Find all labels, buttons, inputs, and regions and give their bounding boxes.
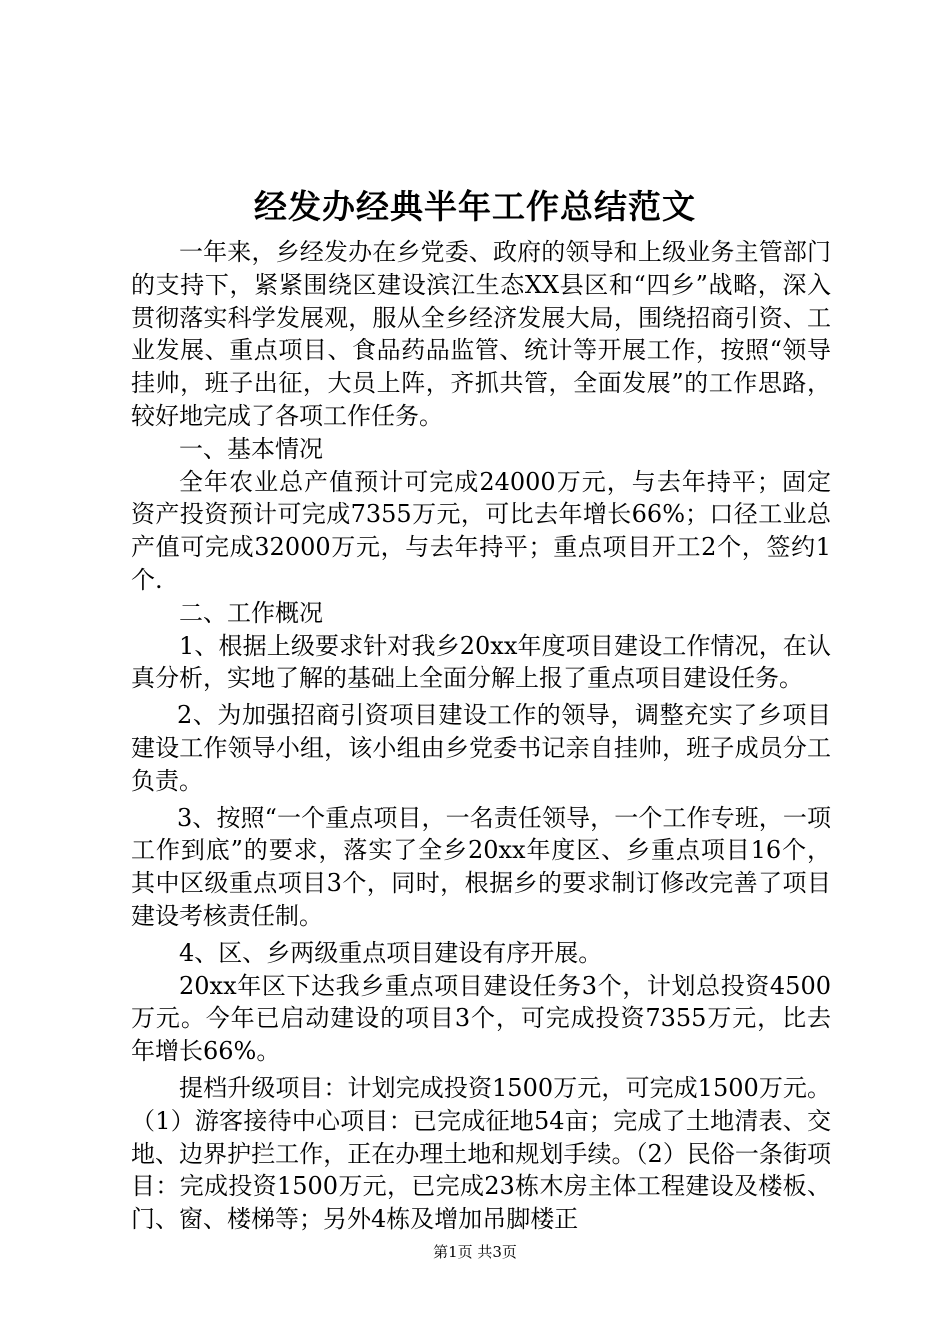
paragraph-upgrade-projects: 提档升级项目：计划完成投资1500万元，可完成1500万元。（1）游客接待中心项目：已完成征地54亩；完成了土地清表、交地、边界护拦工作，正在办理土地和规划手续。（2）民俗一条街项目：完成投资1500万元，已完成23栋木房主体工程建设及楼板、门、窗、楼梯等；另外4栋及增加吊脚楼正 (131, 1073, 831, 1234)
document-title: 经发办经典半年工作总结范文 (254, 187, 696, 226)
section-heading-basic: 一、基本情况 (179, 434, 323, 463)
paragraph-item-3: 3、按照“一个重点项目，一名责任领导，一个工作专班，一项工作到底”的要求，落实了全乡20xx年度区、乡重点项目16个，其中区级重点项目3个，同时，根据乡的要求制订修改完善了项目建设考核责任制。 (131, 803, 831, 930)
paragraph-item-4: 4、区、乡两级重点项目建设有序开展。 (179, 938, 603, 967)
paragraph-item-2: 2、为加强招商引资项目建设工作的领导，调整充实了乡项目建设工作领导小组，该小组由乡党委书记亲自挂帅，班子成员分工负责。 (131, 701, 831, 795)
paragraph-basic-figures: 全年农业总产值预计可完成24000万元，与去年持平；固定资产投资预计可完成7355万元，可比去年增长66%；口径工业总产值可完成32000万元，与去年持平；重点项目开工2个，签约1个. (131, 467, 831, 594)
page-footer: 第1页 共3页 (433, 1243, 517, 1261)
document-body (131, 236, 831, 1236)
paragraph-intro: 一年来，乡经发办在乡党委、政府的领导和上级业务主管部门的支持下，紧紧围绕区建设滨江生态XX县区和“四乡”战略，深入贯彻落实科学发展观，服从全乡经济发展大局，围绕招商引资、工业发展、重点项目、食品药品监管、统计等开展工作，按照“领导挂帅，班子出征，大员上阵，齐抓共管，全面发展”的工作思路，较好地完成了各项工作任务。 (131, 238, 831, 430)
paragraph-item-1: 1、根据上级要求针对我乡20xx年度项目建设工作情况，在认真分析，实地了解的基础上全面分解上报了重点项目建设任务。 (131, 631, 831, 693)
paragraph-district-tasks: 20xx年区下达我乡重点项目建设任务3个，计划总投资4500万元。今年已启动建设的项目3个，可完成投资7355万元，比去年增长66%。 (131, 971, 831, 1066)
section-heading-overview: 二、工作概况 (179, 598, 323, 627)
